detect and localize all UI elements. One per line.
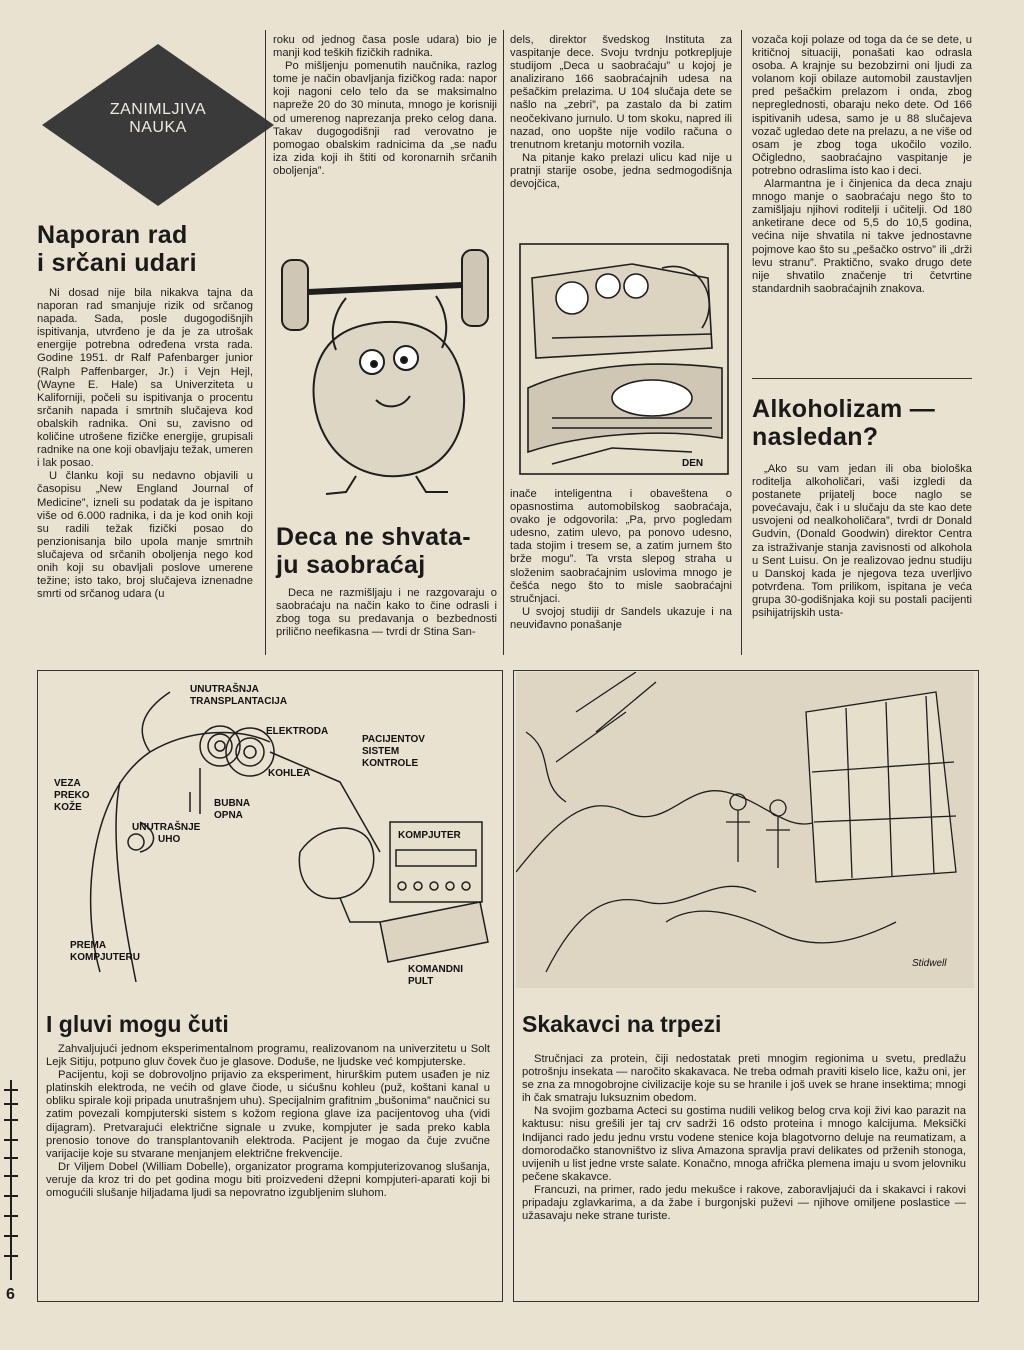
article-traffic-title bbox=[276, 524, 471, 579]
diagram-label-console-2: PULT bbox=[408, 976, 434, 987]
diagram-label-inner-transplant-1: UNUTRAŠNJA bbox=[190, 684, 259, 695]
article-traffic-column3-bottom bbox=[510, 488, 732, 632]
paragraph: U svojoj studiji dr Sandels ukazuje i na neuviđavno ponašanje bbox=[510, 605, 732, 631]
article-traffic-column2 bbox=[276, 587, 497, 639]
diagram-label-to-computer-2: KOMPJUTERU bbox=[70, 952, 141, 963]
paragraph: dels, direktor švedskog Instituta za vaspitanje dece. Svoju tvrdnju potkrepljuje studijom „Deca u saobraćaju” u kojoj je analizirano 166 saobraćajnih udesa na pešačkim prelazima. U 104 slučaja dete se našlo na „zebri”, pa zastalo da bi zatim neočekivano jurnulo. U tom skoku, napred ili nazad, ono uopšte nije vodilo računa o trenutnom kretanju motornih vozila. bbox=[510, 34, 732, 151]
paragraph: Alarmantna je i činjenica da deca znaju mnogo manje o saobraćaju nego što to zamišljaju njihovi roditelji i učitelji. Od 180 anketirane dece od 5,5 do 10,5 godina, većina nije shvatila ni takve jednostavne pojmove kao što su „pešačko ostrvo” ili „drži levu stranu”. Praktično, svako drugo dete nije shvatilo značenje tri četvrtine standardnih saobraćajnih znakova. bbox=[752, 178, 972, 295]
article-alcohol-title-line1: Alkoholizam — bbox=[752, 395, 936, 423]
paragraph: Deca ne razmišljaju i ne razgovaraju o saobraćaju na način kako to čine odrasli i zbog toga su predavanja o bezbednosti prilično neefikasna — tvrdi dr Stina San- bbox=[276, 587, 497, 639]
article-alcohol-column4 bbox=[752, 463, 972, 620]
article-traffic-column4 bbox=[752, 34, 972, 296]
diagram-label-skin-3: KOŽE bbox=[54, 802, 82, 813]
article-alcohol-title-line2: nasledan? bbox=[752, 423, 879, 452]
article-locusts-body bbox=[522, 1053, 966, 1223]
diagram-label-inner-ear-1: UNUTRAŠNJE bbox=[132, 822, 201, 833]
diagram-label-patient-2: SISTEM bbox=[362, 746, 400, 757]
article-heart-column2 bbox=[273, 34, 497, 178]
paragraph: vozača koji polaze od toga da će se dete, u kritičnoj situaciji, ponašati kao odrasla osoba. A krajnje su bezobzirni oni ljudi za volanom koji obilaze automobil zaustavljen pred pešačkim prelazom i onda, zbog nepreglednosti, obaraju neko dete. Od 166 ispitivanih udesa, samo je u 88 slučajeva vozač ugledao dete na prelazu, a ne više od osam je zbog toga ukočilo vozilo. Očigledno, saobraćajno vaspitanje je potrebno odraslima isto kao i deci. bbox=[752, 34, 972, 177]
section-label-line1: ZANIMLJIVA bbox=[109, 101, 207, 118]
article-traffic-column3-top bbox=[510, 34, 732, 191]
diagram-label-cochlea: KOHLEA bbox=[268, 768, 311, 779]
article-alcohol-title bbox=[752, 396, 972, 451]
section-label bbox=[42, 101, 274, 137]
diagram-label-skin-1: VEZA bbox=[54, 778, 81, 789]
paragraph: U članku koji su nedavno objavili u časopisu „New England Journal of Medicine”, izneli su podatak da je ispitano više od 6.000 radnika, i da je kod onih koji su radili težak fizički posao do penzionisanja bilo upola manje smrtnih slučajeva od srčanih oboljenja nego kod onih koji su obavljali poslove umerene težine; isto tako, broj slučajeva iznenadne smrti od srčanog udara (u bbox=[37, 470, 253, 601]
cochlear-implant-diagram bbox=[40, 672, 498, 992]
diagram-label-patient-3: KONTROLE bbox=[362, 758, 419, 769]
article-traffic-title-line1: Deca ne shvata- bbox=[276, 523, 471, 551]
diagram-label-console-1: KOMANDNI bbox=[408, 964, 463, 975]
binding-strip-decoration bbox=[0, 1080, 22, 1280]
paragraph: Pacijentu, koji se dobrovoljno prijavio za eksperiment, hirurškim putem usađen je niz platinskih elektroda, ne većih od glave čiode, u sićušnu kohleu (puž, koštani kanal u obliku spirale koji pripada unutrašnjem uhu). Specijalnim grafitnim „bušonima” naučnici su zatim povezali kompjuterski sistem s kožom regiona glave iza pacijentovog uha (vidi dijagram). Pretvarajući električne signale u zvuke, kompjuter je sada preko kabla prenosio tonove do transplantovanih elektroda. Pacijent je mogao da čuje zvučne varijacije koje su stvarane menjanjem električne frekvencije. bbox=[46, 1069, 490, 1160]
article-deaf-body bbox=[46, 1043, 490, 1200]
paragraph: Zahvaljujući jednom eksperimentalnom programu, realizovanom na univerzitetu u Solt Lejk Sitiju, potpuno gluv čovek čuo je glasove. Doduše, ne ljudske već kompjuterske. bbox=[46, 1043, 490, 1069]
heart-weightlifter-illustration bbox=[276, 240, 496, 502]
article-deaf-title: I gluvi mogu čuti bbox=[46, 1011, 229, 1037]
paragraph: Dr Viljem Dobel (William Dobelle), organizator programa kompjuterizovanog slušanja, veruje da kroz tri do pet godina mogu biti proizvedeni džepni kompjuteri-aparati koji bi omogućili slušanje hiljadama ljudi sa nepovratno izgubljenim sluhom. bbox=[46, 1160, 490, 1200]
article-heart-column1 bbox=[37, 287, 253, 601]
diagram-label-eardrum-1: BUBNA bbox=[214, 798, 251, 809]
page-number: 6 bbox=[6, 1286, 15, 1303]
paragraph: Francuzi, na primer, rado jedu mekušce i rakove, zaboravljajući da i skakavci i rakovi pripadaju zglavkarima, a da žabe i burgonjski puževi — njihove omiljene poslastice — užasavaju neke strane turiste. bbox=[522, 1183, 966, 1223]
diagram-label-to-computer-1: PREMA bbox=[70, 940, 107, 951]
article-heart-title-line1: Naporan rad bbox=[37, 221, 188, 249]
paragraph: Po mišljenju pomenutih naučnika, razlog tome je način obavljanja fizičkog rada: napor koji nagoni celo telo da se maksimalno napreže 20 do 30 minuta, mnogo je korisniji od umerenog naprezanja preko celog dana. Takav dugogodišnji rad verovatno je pomogao obalskim radnicima da „se nađu iza zida koji ih štiti od koronarnih srčanih oboljenja”. bbox=[273, 60, 497, 177]
diagram-label-electrode: ELEKTRODA bbox=[266, 726, 329, 737]
paragraph: „Ako su vam jedan ili oba biološka roditelja alkoholičari, vaši izgledi da postanete prijatelj boce naglo se povećavaju, čak i u slučaju da ste kao dete usvojeni od nealkoholičara”, tvrdi dr Donald Gudvin, (Donald Goodwin) direktor Centra za istraživanje stanja zavisnosti od alkohola u Sent Luisu. On je realizovao jednu studiju u Danskoj kada je njegova teza uverljivo potvrđena. Tom prilikom, ispitana je veća grupa 30-godišnjaka koji su postali pacijenti psihijatrijskih usta- bbox=[752, 463, 972, 620]
paragraph: inače inteligentna i obaveštena o opasnostima automobilskog saobraćaja, ovako je odgovorila: „Pa, prvo pogledam udesno, zatim ulevo, pa ponovo udesno, tada stojim i tresem se, a zatim jurnem što brže mogu”. Ta vrsta slepog straha u složenim saobraćajnim uslovima mnogo je češća nego što to misle saobraćajni stručnjaci. bbox=[510, 488, 732, 605]
diagram-label-computer: KOMPJUTER bbox=[398, 830, 461, 841]
article-heart-title-line2: i srčani udari bbox=[37, 249, 197, 278]
cartoon-signature: DEN bbox=[682, 458, 704, 469]
paragraph: roku od jednog časa posle udara) bio je manji kod teških fizičkih radnika. bbox=[273, 34, 497, 60]
paragraph: Stručnjaci za protein, čiji nedostatak preti mnogim regionima u svetu, predlažu potrošnju insekata — naročito skakavaca. Ne treba odmah praviti kiselo lice, kažu oni, jer se zna za mnogobrojne civilizacije koje su se hranile i još uvek se hrane insektima; mnogi ih čak smatraju luksuznim obedom. bbox=[522, 1053, 966, 1105]
article-traffic-title-line2: ju saobraćaj bbox=[276, 551, 426, 580]
illustration-signature: Stidwell bbox=[912, 958, 947, 969]
article-locusts-title: Skakavci na trpezi bbox=[522, 1011, 722, 1037]
diagram-label-inner-transplant-2: TRANSPLANTACIJA bbox=[190, 696, 288, 707]
diagram-label-eardrum-2: OPNA bbox=[214, 810, 243, 821]
paragraph: Na svojim gozbama Acteci su gostima nudili velikog belog crva koji živi kao parazit na kaktusu: nisu grešili jer taj crv sadrži 16 odsto proteina i mnogo kalcijuma. Meksički Indijanci rado jedu jednu vrstu vodene stenice koja blagotvorno deluje na reumatizam, a domorodačko stanovništvo iz sliva Amazona spravlja pravi delikates od prženih stonoga, uvijenih u list jedne vrste salate. Konačno, mnoga afrička plemena imaju u svom jelovniku pečene skakavce. bbox=[522, 1105, 966, 1183]
traffic-cartoon-illustration bbox=[512, 238, 738, 484]
diagram-label-patient-1: PACIJENTOV bbox=[362, 734, 425, 745]
paragraph: Na pitanje kako prelazi ulicu kad nije u pratnji starije osobe, jedna sedmogodišnja devojčica, bbox=[510, 151, 732, 191]
section-label-line2: NAUKA bbox=[129, 119, 187, 136]
article-heart-title bbox=[37, 222, 197, 277]
diagram-label-skin-2: PREKO bbox=[54, 790, 90, 801]
diagram-label-inner-ear-2: UHO bbox=[158, 834, 181, 845]
paragraph: Ni dosad nije bila nikakva tajna da naporan rad smanjuje rizik od srčanog napada. Sada, posle dugogodišnjih ispitivanja, utvrđeno je da je za utrošak energije potrebna određena vrsta rada. Godine 1951. dr Ralf Pafenbarger junior (Ralph Paffenbarger, Jr.) i Vejn Hejl, (Wayne E. Hale) sa Univerziteta u Kaliforniji, počeli su ispitivanja o procentu srčanih napada i smrtnih slučajeva kod obalskih radnika. Oni su, zavisno od količine utrošene fizičke energije, grupisali radnike na one koji obavljaju težak, umeren i lak posao. bbox=[37, 287, 253, 470]
garden-illustration bbox=[516, 672, 974, 988]
